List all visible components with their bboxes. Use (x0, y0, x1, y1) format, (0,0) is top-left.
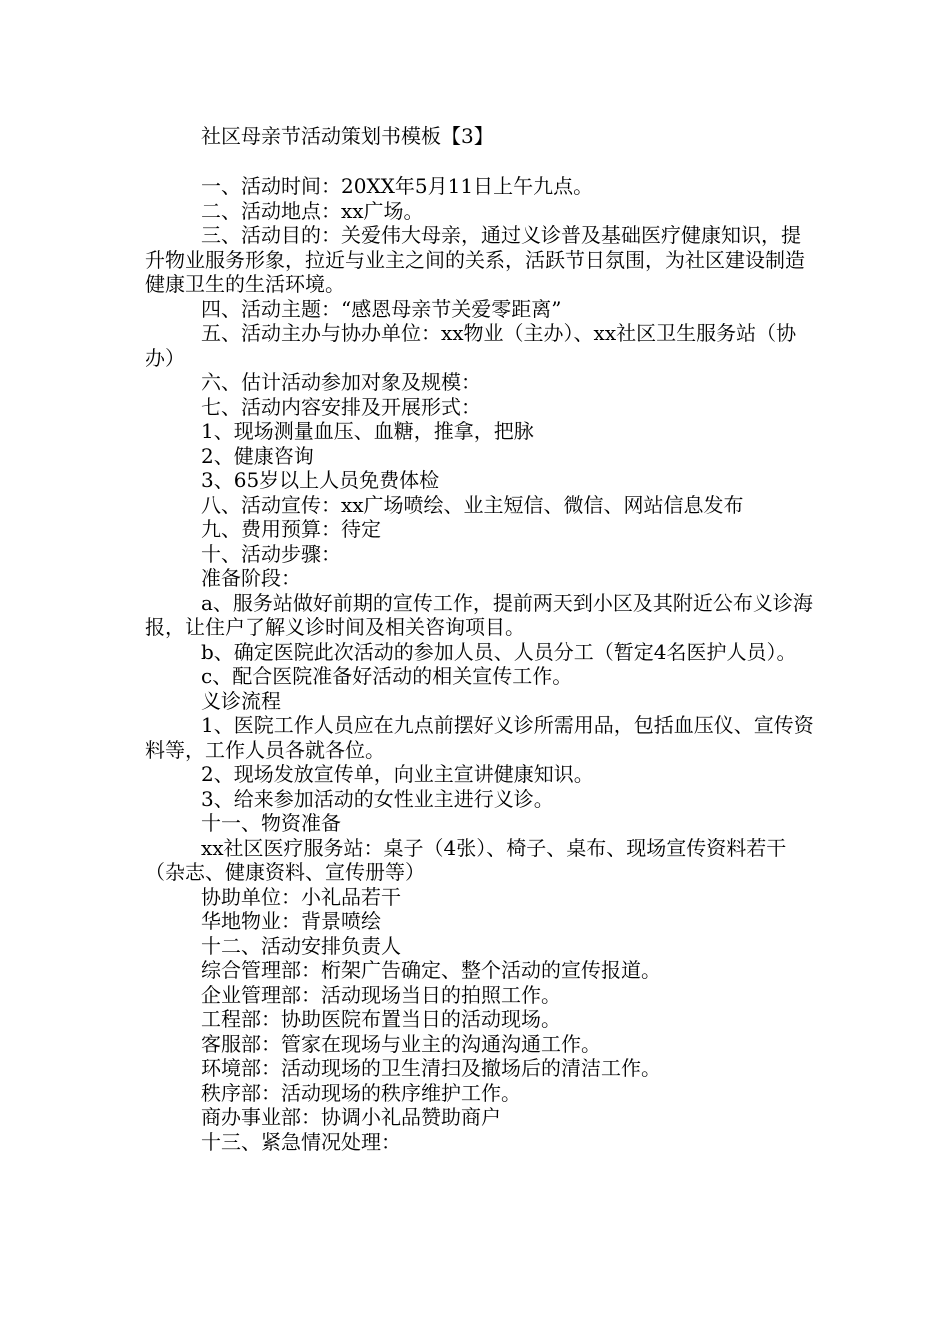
paragraph-organizers: 五、活动主办与协办单位：xx物业（主办）、xx社区卫生服务站（协办） (145, 321, 797, 370)
paragraph-activity-time: 一、活动时间：20XX年5月11日上午九点。 (201, 174, 594, 198)
document-body (145, 174, 820, 1154)
paragraph-steps: 十、活动步骤： (201, 541, 341, 566)
list-item: 企业管理部：活动现场当日的拍照工作。 (201, 982, 561, 1007)
list-item: 综合管理部：桁架广告确定、整个活动的宣传报道。 (201, 958, 661, 982)
list-item: c、配合医院准备好活动的相关宣传工作。 (201, 664, 573, 688)
paragraph-emergency: 十三、紧急情况处理： (201, 1129, 401, 1154)
paragraph-activity-location: 二、活动地点：xx广场。 (201, 198, 424, 223)
paragraph-clinic-process: 义诊流程 (201, 688, 281, 713)
list-item: 商办事业部：协调小礼品赞助商户 (201, 1105, 501, 1129)
paragraph-responsible-persons: 十二、活动安排负责人 (201, 933, 401, 958)
paragraph-preparation-stage: 准备阶段： (201, 566, 301, 590)
list-item: 协助单位：小礼品若干 (201, 884, 401, 909)
list-item: 工程部：协助医院布置当日的活动现场。 (201, 1007, 561, 1031)
paragraph-content-arrangement: 七、活动内容安排及开展形式： (201, 394, 481, 419)
list-item: 2、现场发放宣传单，向业主宣讲健康知识。 (201, 762, 594, 786)
list-item: 客服部：管家在现场与业主的沟通沟通工作。 (201, 1031, 601, 1056)
paragraph-budget: 九、费用预算：待定 (201, 517, 381, 541)
paragraph-activity-purpose: 三、活动目的：关爱伟大母亲，通过义诊普及基础医疗健康知识，提升物业服务形象，拉近与业主之间的关系，活跃节日氛围，为社区建设制造健康卫生的生活环境。 (145, 223, 805, 296)
paragraph-participants: 六、估计活动参加对象及规模： (201, 370, 481, 394)
paragraph-materials: 十一、物资准备 (201, 811, 341, 835)
list-item: xx社区医疗服务站：桌子（4张）、椅子、桌布、现场宣传资料若干（杂志、健康资料、宣传册等） (145, 835, 787, 884)
list-item: 环境部：活动现场的卫生清扫及撤场后的清洁工作。 (201, 1056, 661, 1080)
document-title: 社区母亲节活动策划书模板【3】 (201, 124, 494, 148)
list-item: a、服务站做好前期的宣传工作，提前两天到小区及其附近公布义诊海报，让住户了解义诊时间及相关咨询项目。 (145, 590, 813, 639)
list-item: 1、现场测量血压、血糖，推拿，把脉 (201, 419, 534, 443)
paragraph-publicity: 八、活动宣传：xx广场喷绘、业主短信、微信、网站信息发布 (201, 492, 744, 517)
list-item: 2、健康咨询 (201, 443, 314, 468)
paragraph-activity-theme: 四、活动主题：“感恩母亲节关爱零距离” (201, 296, 562, 321)
list-item: 1、医院工作人员应在九点前摆好义诊所需用品，包括血压仪、宣传资料等，工作人员各就各位。 (145, 713, 814, 762)
list-item: 3、65岁以上人员免费体检 (201, 468, 440, 492)
list-item: 华地物业：背景喷绘 (201, 909, 381, 933)
list-item: 3、给来参加活动的女性业主进行义诊。 (201, 786, 554, 811)
list-item: b、确定医院此次活动的参加人员、人员分工（暂定4名医护人员）。 (201, 639, 797, 664)
list-item: 秩序部：活动现场的秩序维护工作。 (201, 1080, 521, 1105)
